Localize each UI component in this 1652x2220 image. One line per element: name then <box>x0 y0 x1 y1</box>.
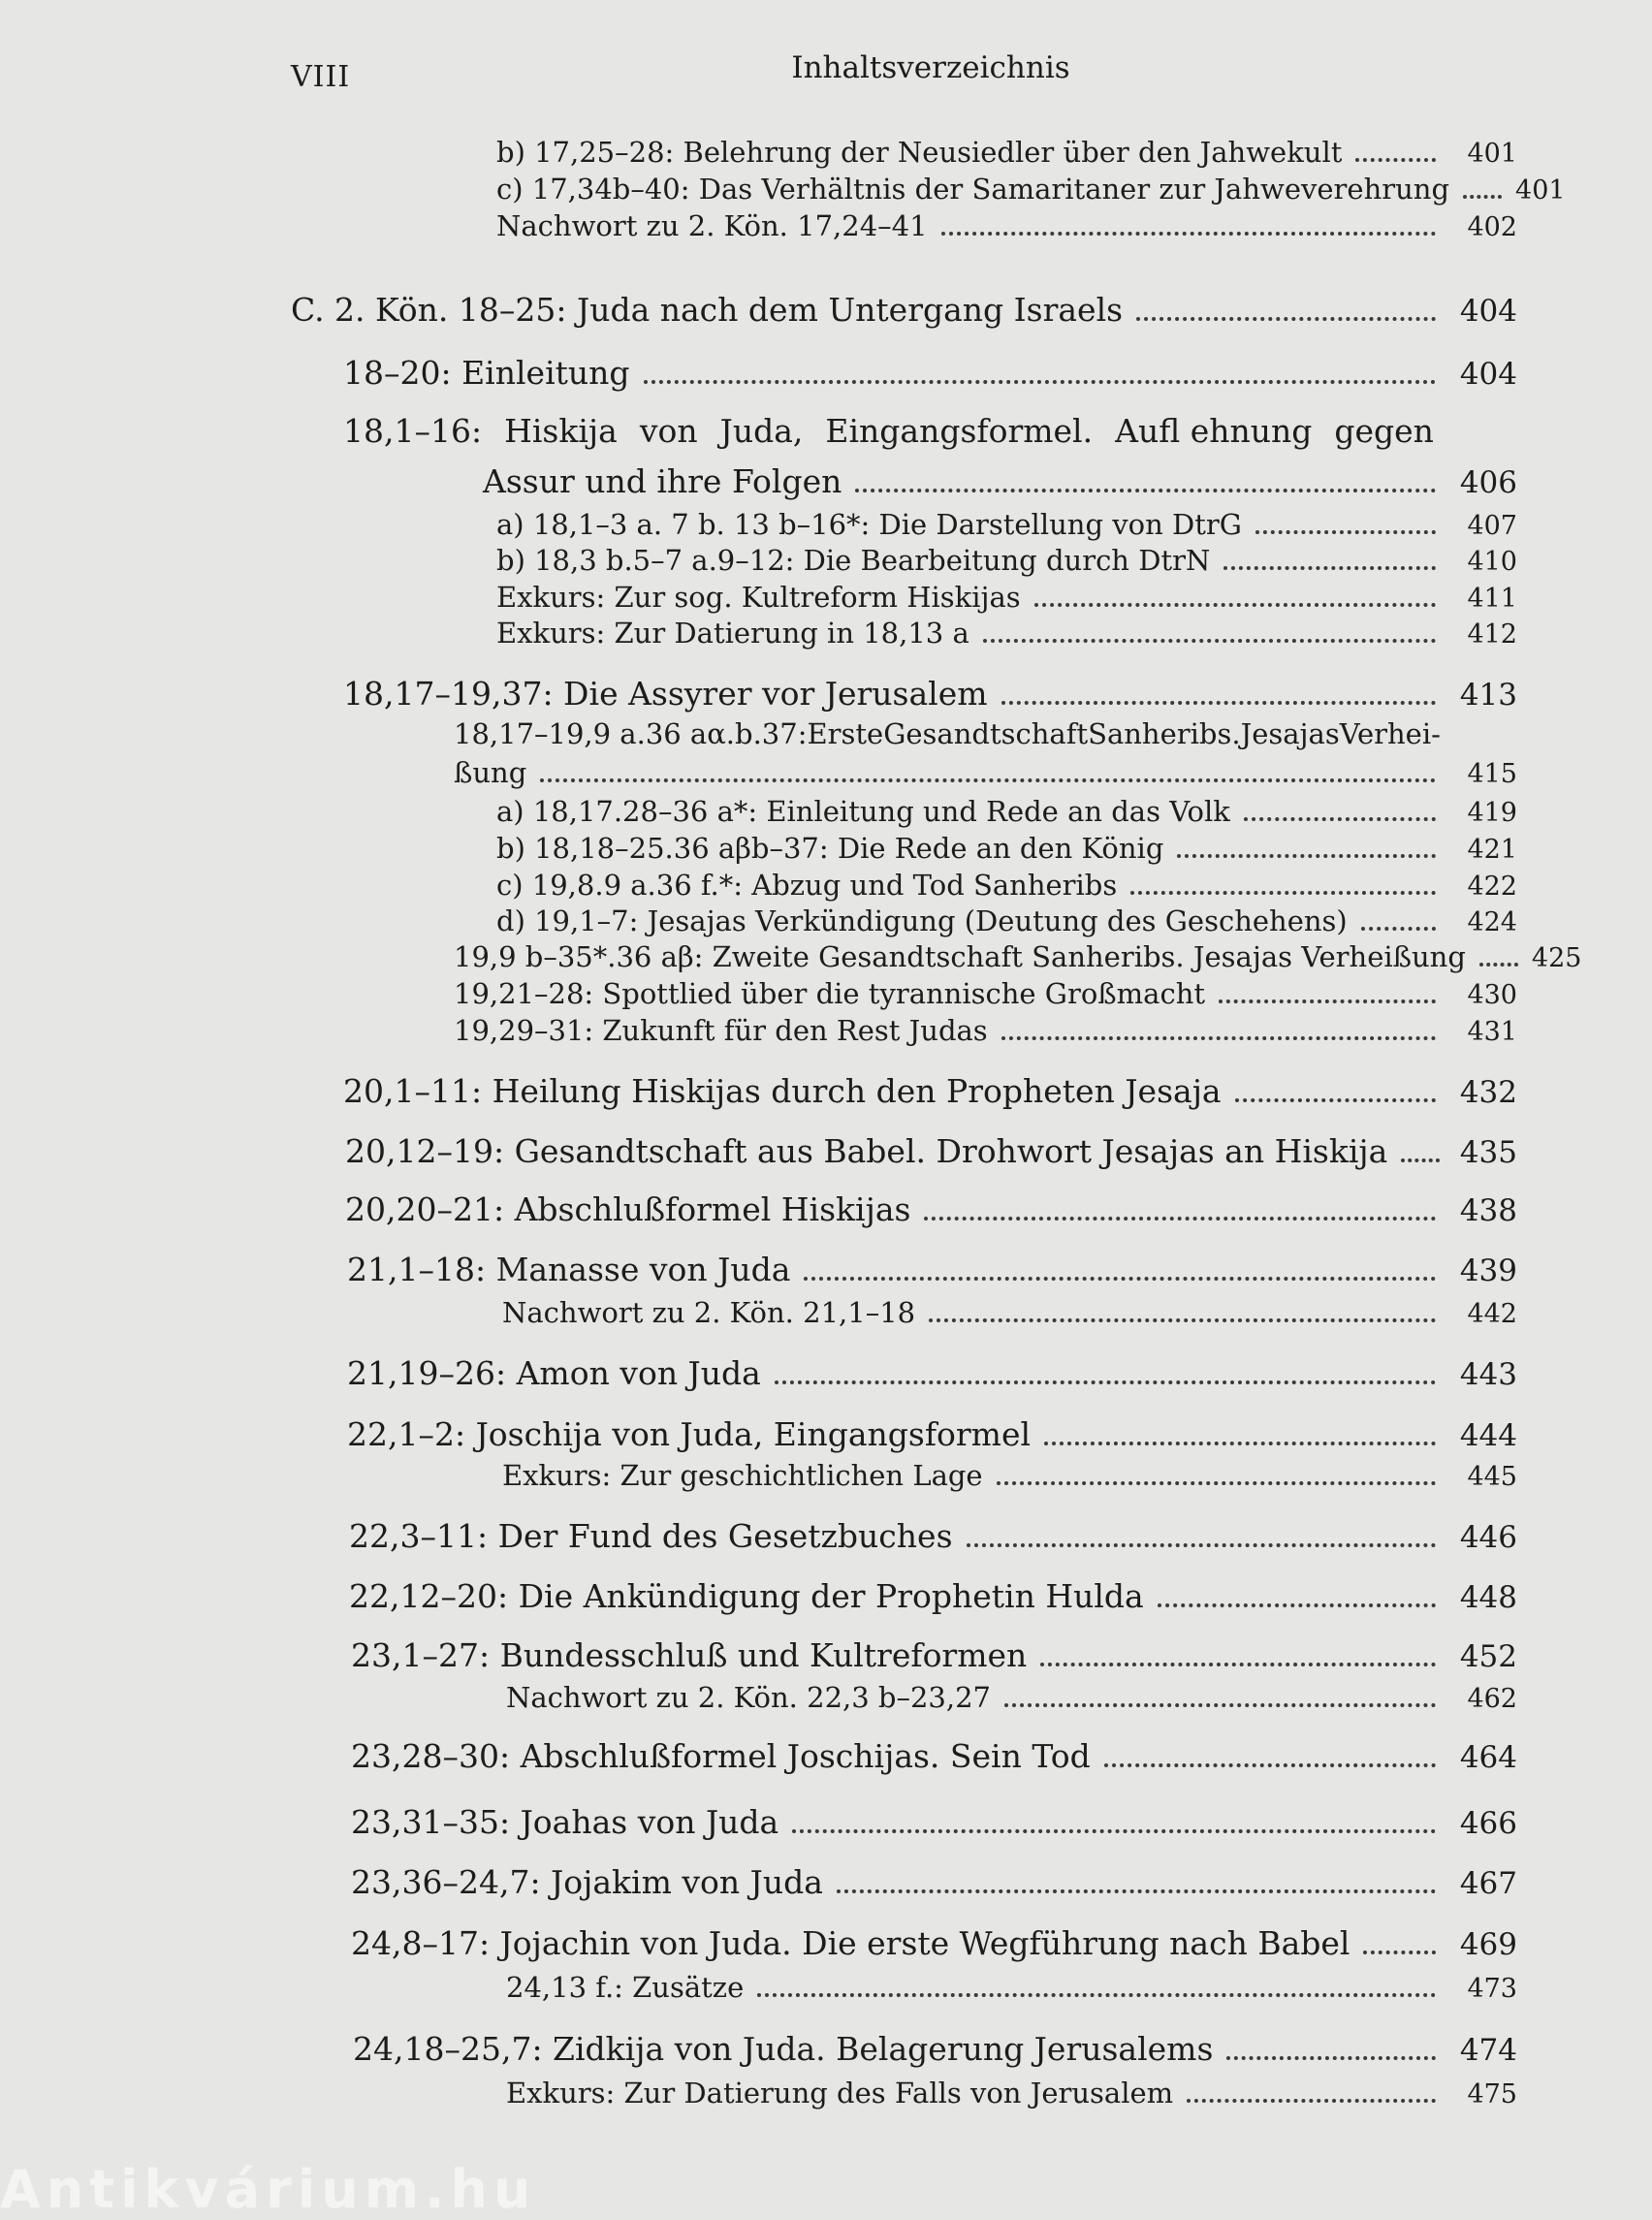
toc-entry <box>496 136 1517 170</box>
dot-leader <box>1104 1763 1436 1767</box>
dot-leader <box>1136 317 1436 321</box>
toc-entry <box>506 1681 1517 1715</box>
toc-entry <box>454 756 1517 790</box>
toc-entry-page: 402 <box>1467 212 1517 242</box>
toc-entry-title: a) 18,17.28–36 a*: Einleitung und Rede an das Volk <box>496 795 1230 828</box>
toc-entry <box>345 1132 1517 1170</box>
toc-entry <box>496 544 1517 578</box>
toc-entry <box>343 1072 1517 1110</box>
dot-leader <box>855 489 1436 492</box>
toc-entry-title: Nachwort zu 2. Kön. 17,24–41 <box>496 209 928 242</box>
toc-entry <box>496 581 1517 615</box>
toc-entry-title: 18–20: Einleitung <box>343 354 630 392</box>
toc-entry-title: Exkurs: Zur sog. Kultreform Hiskijas <box>496 581 1021 614</box>
toc-entry-title: Nachwort zu 2. Kön. 21,1–18 <box>502 1296 916 1329</box>
toc-entry-page: 401 <box>1515 175 1566 206</box>
toc-entry <box>291 291 1517 329</box>
dot-leader <box>1187 2099 1436 2103</box>
toc-entry-title: 19,29–31: Zukunft für den Rest Judas <box>454 1014 988 1047</box>
toc-entry-page: 407 <box>1467 511 1517 541</box>
toc-entry <box>483 462 1517 500</box>
toc-entry-title: 19,9 b–35*.36 aβ: Zweite Gesandtschaft Sanheribs. Jesajas Verheißung <box>454 940 1466 973</box>
toc-word: Sanheribs. <box>1088 717 1241 750</box>
toc-entry <box>496 832 1517 866</box>
toc-entry-title: C. 2. Kön. 18–25: Juda nach dem Untergang Israels <box>291 291 1124 329</box>
toc-entry-title: 20,1–11: Heilung Hiskijas durch den Propheten Jesaja <box>343 1072 1222 1110</box>
toc-entry <box>502 1459 1517 1493</box>
toc-entry <box>343 354 1517 392</box>
dot-leader <box>1177 854 1436 858</box>
page-number: VIII <box>291 60 351 94</box>
dot-leader <box>1130 891 1436 895</box>
toc-entry-page: 452 <box>1459 1639 1517 1674</box>
toc-entry-page: 425 <box>1531 943 1582 973</box>
toc-entry-page: 401 <box>1467 139 1517 169</box>
dot-leader <box>540 778 1436 782</box>
toc-entry-page: 431 <box>1467 1017 1517 1047</box>
toc-entry-title: 24,8–17: Jojachin von Juda. Die erste Wegführung nach Babel <box>351 1924 1350 1962</box>
toc-entry-title: 23,31–35: Joahas von Juda <box>351 1803 779 1841</box>
toc-word: Hiskija <box>504 412 618 450</box>
watermark: Antikvárium.hu <box>0 2159 537 2220</box>
toc-entry-page: 445 <box>1467 1462 1517 1492</box>
dot-leader <box>924 1217 1436 1221</box>
toc-entry-page: 444 <box>1459 1418 1517 1453</box>
toc-entry-title: b) 18,18–25.36 aβb–37: Die Rede an den König <box>496 832 1164 865</box>
toc-entry-title: 21,19–26: Amon von Juda <box>347 1354 761 1392</box>
toc-entry-title: Nachwort zu 2. Kön. 22,3 b–23,27 <box>506 1681 991 1714</box>
dot-leader <box>997 1481 1436 1485</box>
toc-entry <box>506 1971 1517 2005</box>
toc-entry-page: 466 <box>1459 1806 1517 1841</box>
toc-entry <box>502 1296 1517 1330</box>
toc-entry-title: 24,18–25,7: Zidkija von Juda. Belagerung Jerusalems <box>353 2030 1214 2068</box>
toc-word: Aufl ehnung <box>1115 412 1313 450</box>
toc-word: Juda, <box>719 412 804 450</box>
toc-entry <box>351 1803 1517 1841</box>
dot-leader <box>1001 1036 1436 1040</box>
toc-entry-page: 422 <box>1467 872 1517 902</box>
toc-entry-title: 21,1–18: Manasse von Juda <box>347 1251 791 1288</box>
toc-entry-page: 462 <box>1467 1684 1517 1714</box>
dot-leader <box>941 232 1436 236</box>
toc-entry <box>347 1251 1517 1288</box>
running-title: Inhaltsverzeichnis <box>791 50 1070 85</box>
toc-entry-justified <box>343 412 1434 450</box>
toc-entry-title: Assur und ihre Folgen <box>483 462 842 500</box>
dot-leader <box>1223 566 1436 570</box>
toc-entry-page: 406 <box>1459 465 1517 500</box>
toc-word: von <box>639 412 698 450</box>
dot-leader <box>929 1318 1436 1322</box>
dot-leader <box>804 1277 1436 1281</box>
toc-word: Verhei- <box>1339 717 1441 750</box>
toc-entry-title: Exkurs: Zur Datierung in 18,13 a <box>496 617 969 650</box>
toc-entry-page: 464 <box>1459 1740 1517 1775</box>
toc-entry-title: 22,3–11: Der Fund des Gesetzbuches <box>349 1517 953 1555</box>
toc-entry <box>496 508 1517 542</box>
toc-entry-page: 430 <box>1467 980 1517 1010</box>
toc-entry-title: Exkurs: Zur geschichtlichen Lage <box>502 1459 983 1492</box>
dot-leader <box>1226 2056 1436 2060</box>
toc-entry <box>351 1863 1517 1901</box>
toc-entry-page: 469 <box>1459 1927 1517 1962</box>
toc-entry-title: 23,36–24,7: Jojakim von Juda <box>351 1863 823 1901</box>
toc-entry-title: 22,12–20: Die Ankündigung der Prophetin Hulda <box>349 1577 1144 1615</box>
toc-entry <box>349 1517 1517 1555</box>
toc-entry-page: 404 <box>1459 294 1517 329</box>
toc-entry-title: 20,12–19: Gesandtschaft aus Babel. Drohwort Jesajas an Hiskija <box>345 1132 1388 1170</box>
dot-leader <box>1001 701 1436 705</box>
page-header <box>291 50 1551 109</box>
toc-entry <box>345 1190 1517 1228</box>
dot-leader <box>1158 1603 1436 1607</box>
dot-leader <box>837 1889 1436 1893</box>
dot-leader <box>1479 963 1518 967</box>
toc-entry-page: 438 <box>1459 1193 1517 1228</box>
toc-entry-page: 413 <box>1459 678 1517 713</box>
toc-entry-title: 18,17–19,37: Die Assyrer vor Jerusalem <box>343 675 988 713</box>
toc-entry <box>343 675 1517 713</box>
toc-entry <box>349 1577 1517 1615</box>
dot-leader <box>1004 1703 1436 1707</box>
toc-word: gegen <box>1334 412 1434 450</box>
toc-entry-page: 404 <box>1459 357 1517 392</box>
toc-entry-page: 411 <box>1467 584 1517 614</box>
toc-entry-title: 23,28–30: Abschlußformel Joschijas. Sein Tod <box>351 1737 1091 1775</box>
dot-leader <box>1235 1098 1436 1102</box>
toc-entry <box>454 977 1517 1011</box>
toc-entry <box>454 1014 1517 1048</box>
toc-entry-title: b) 17,25–28: Belehrung der Neusiedler über den Jahwekult <box>496 136 1343 169</box>
toc-entry-page: 412 <box>1467 619 1517 650</box>
dot-leader <box>775 1380 1436 1384</box>
dot-leader <box>757 1993 1436 1997</box>
toc-word: Eingangsformel. <box>825 412 1094 450</box>
dot-leader <box>1355 158 1436 162</box>
toc-entry-justified <box>454 717 1441 750</box>
toc-entry-title: a) 18,1–3 a. 7 b. 13 b–16*: Die Darstellung von DtrG <box>496 508 1242 541</box>
toc-entry-page: 439 <box>1459 1253 1517 1288</box>
toc-entry-page: 419 <box>1467 798 1517 828</box>
toc-word: Gesandtschaft <box>883 717 1089 750</box>
toc-entry-page: 443 <box>1459 1357 1517 1392</box>
toc-entry <box>347 1354 1517 1392</box>
toc-entry-title: 23,1–27: Bundesschluß und Kultreformen <box>351 1636 1028 1674</box>
dot-leader <box>1463 195 1502 199</box>
toc-entry-page: 432 <box>1459 1075 1517 1110</box>
dot-leader <box>1219 999 1436 1003</box>
toc-entry <box>496 617 1517 650</box>
dot-leader <box>792 1829 1436 1833</box>
dot-leader <box>983 639 1436 643</box>
toc-entry <box>496 209 1517 243</box>
toc-entry-page: 475 <box>1467 2079 1517 2109</box>
toc-entry-title: c) 17,34b–40: Das Verhältnis der Samaritaner zur Jahweverehrung <box>496 173 1450 206</box>
toc-entry <box>496 904 1517 938</box>
dot-leader <box>1244 817 1436 821</box>
toc-entry <box>496 795 1517 829</box>
toc-entry-page: 415 <box>1467 759 1517 789</box>
toc-entry-page: 421 <box>1467 835 1517 865</box>
dot-leader <box>967 1543 1436 1547</box>
toc-word: 18,17–19,9 a.36 aα.b.37: <box>454 717 808 750</box>
toc-entry-page: 467 <box>1459 1866 1517 1901</box>
dot-leader <box>1255 530 1436 534</box>
toc-entry-title: 19,21–28: Spottlied über die tyrannische Großmacht <box>454 977 1206 1010</box>
toc-entry <box>351 1924 1517 1962</box>
toc-entry-title: b) 18,3 b.5–7 a.9–12: Die Bearbeitung durch DtrN <box>496 544 1211 577</box>
toc-entry <box>353 2030 1517 2068</box>
toc-entry-page: 424 <box>1467 907 1517 937</box>
toc-entry-title: Exkurs: Zur Datierung des Falls von Jerusalem <box>506 2077 1174 2109</box>
toc-word: 18,1–16: <box>343 412 483 450</box>
toc-word: Jesajas <box>1240 717 1340 750</box>
dot-leader <box>1401 1158 1440 1162</box>
toc-entry <box>506 2077 1517 2110</box>
toc-entry-page: 442 <box>1467 1299 1517 1329</box>
dot-leader <box>1363 1950 1436 1954</box>
dot-leader <box>644 380 1436 384</box>
toc-entry <box>454 940 1582 974</box>
toc-entry-title: c) 19,8.9 a.36 f.*: Abzug und Tod Sanheribs <box>496 869 1118 902</box>
dot-leader <box>1040 1663 1436 1666</box>
toc-entry <box>496 173 1566 206</box>
toc-entry <box>496 869 1517 903</box>
dot-leader <box>1361 927 1436 931</box>
dot-leader <box>1044 1442 1436 1445</box>
toc-entry-page: 410 <box>1467 547 1517 577</box>
toc-entry-title: 20,20–21: Abschlußformel Hiskijas <box>345 1190 911 1228</box>
toc-entry <box>347 1415 1517 1453</box>
toc-entry <box>351 1636 1517 1674</box>
toc-entry-title: d) 19,1–7: Jesajas Verkündigung (Deutung des Geschehens) <box>496 904 1348 937</box>
toc-entry-title: 22,1–2: Joschija von Juda, Eingangsformel <box>347 1415 1032 1453</box>
toc-entry <box>351 1737 1517 1775</box>
toc-entry-page: 435 <box>1459 1135 1517 1170</box>
dot-leader <box>1034 603 1436 607</box>
toc-entry-page: 446 <box>1459 1520 1517 1555</box>
toc-word: Erste <box>807 717 884 750</box>
toc-entry-page: 473 <box>1467 1974 1517 2004</box>
toc-entry-page: 474 <box>1459 2033 1517 2068</box>
toc-entry-title: 24,13 f.: Zusätze <box>506 1971 745 2004</box>
toc-entry-title: ßung <box>454 756 527 789</box>
toc-entry-page: 448 <box>1459 1580 1517 1615</box>
